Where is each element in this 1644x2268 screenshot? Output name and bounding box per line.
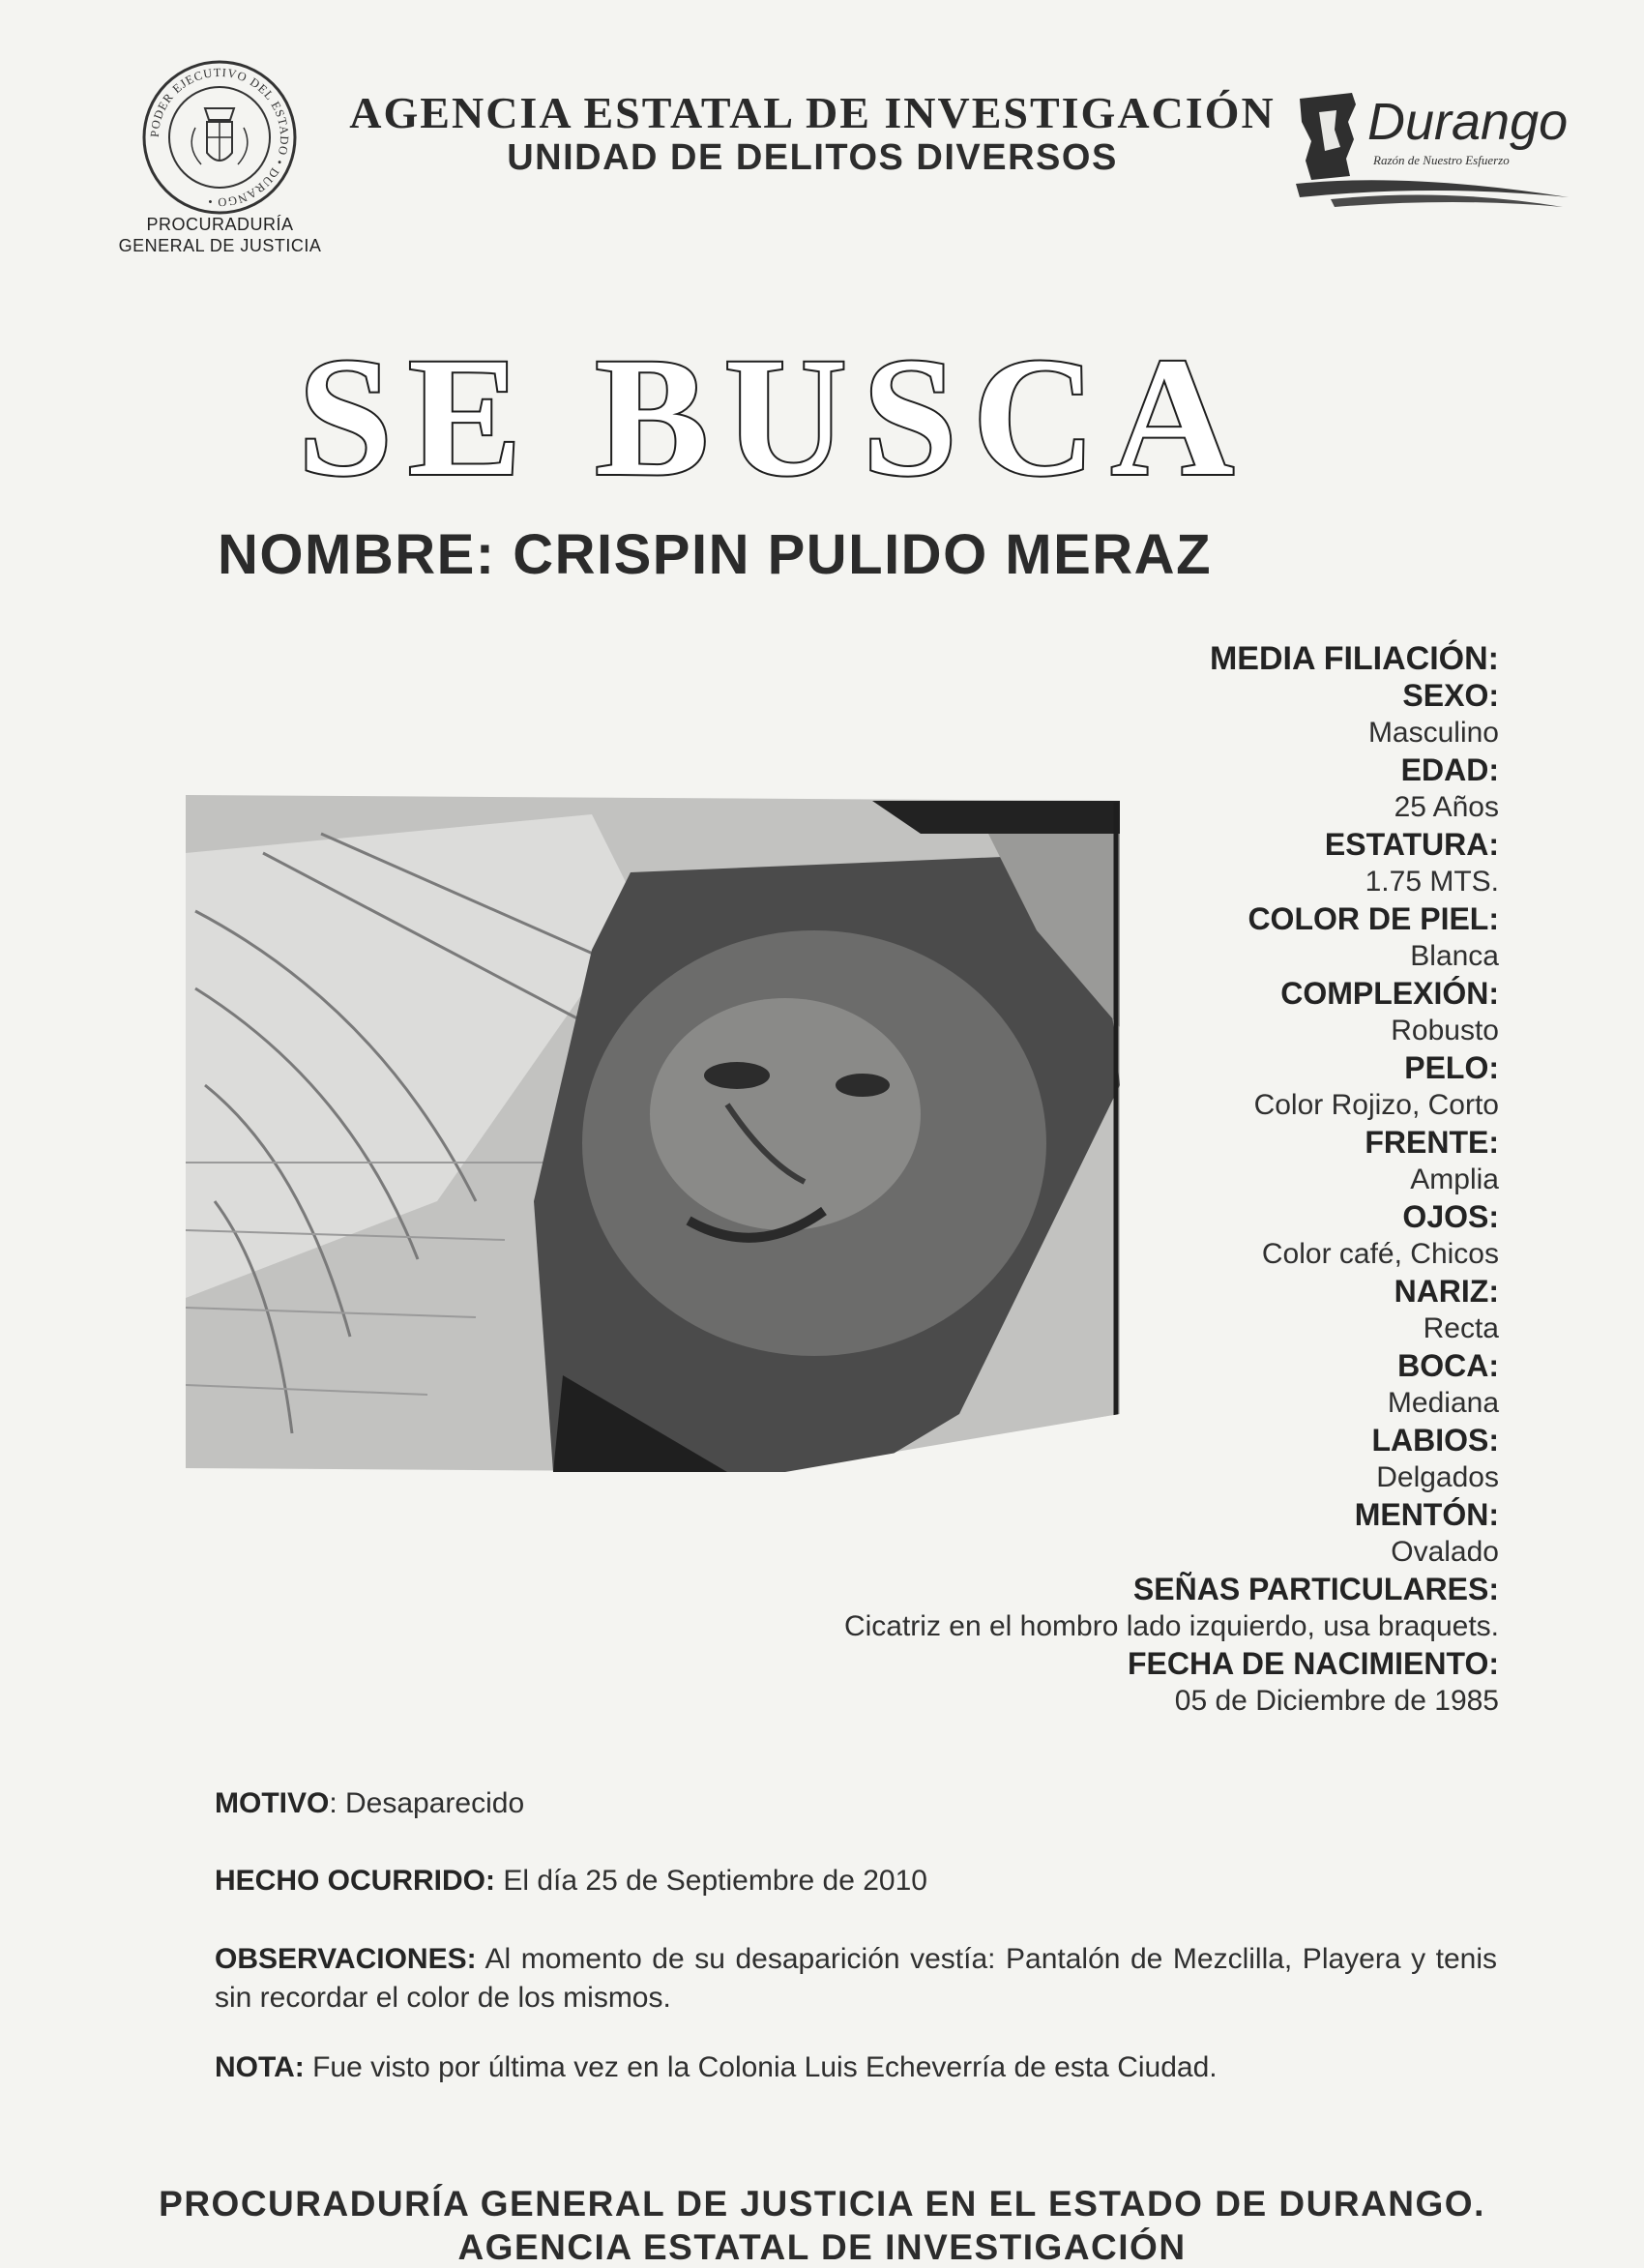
ojos-label: OJOS:	[1402, 1199, 1499, 1234]
unit-title: UNIDAD DE DELITOS DIVERSOS	[507, 137, 1118, 178]
nota-label: NOTA:	[215, 2051, 305, 2083]
senas-particulares-label: SEÑAS PARTICULARES:	[1132, 1572, 1499, 1606]
fecha-nacimiento-value: 05 de Diciembre de 1985	[1174, 1685, 1499, 1717]
edad-label: EDAD:	[1400, 752, 1499, 787]
seal-caption-line1: PROCURADURÍA	[146, 215, 294, 234]
senas-particulares-value: Cicatriz en el hombro lado izquierdo, usa braquets.	[843, 1610, 1499, 1642]
agency-title: AGENCIA ESTATAL DE INVESTIGACIÓN	[349, 88, 1276, 137]
seal-caption-line2: GENERAL DE JUSTICIA	[118, 236, 322, 255]
observaciones-label: OBSERVACIONES:	[215, 1943, 477, 1975]
footer-line-1: PROCURADURÍA GENERAL DE JUSTICIA EN EL ESTADO DE DURANGO.	[159, 2184, 1485, 2224]
complexion-label: COMPLEXIÓN:	[1280, 976, 1499, 1011]
sexo-label: SEXO:	[1402, 678, 1499, 713]
state-seal-icon	[137, 60, 302, 215]
nota-line	[215, 2048, 1497, 2087]
edad-value: 25 Años	[1394, 791, 1499, 823]
logo-wordmark: Durango	[1367, 93, 1569, 151]
labios-value: Delgados	[1376, 1461, 1499, 1493]
boca-value: Mediana	[1387, 1387, 1499, 1419]
pelo-label: PELO:	[1404, 1050, 1499, 1085]
seal-caption	[87, 214, 353, 256]
se-busca-title	[242, 309, 1306, 513]
filiacion-heading: MEDIA FILIACIÓN:	[1209, 640, 1499, 677]
footer-line-2: AGENCIA ESTATAL DE INVESTIGACIÓN	[457, 2227, 1187, 2267]
nariz-value: Recta	[1423, 1312, 1499, 1344]
motivo-label: MOTIVO	[215, 1787, 330, 1819]
estatura-value: 1.75 MTS.	[1365, 866, 1499, 898]
wanted-person-name: NOMBRE: CRISPIN PULIDO MERAZ	[218, 523, 1212, 586]
observaciones-paragraph	[215, 1940, 1497, 2018]
logo-slogan: Razón de Nuestro Esfuerzo	[1373, 153, 1510, 167]
color-de-piel-label: COLOR DE PIEL:	[1248, 901, 1499, 936]
ojos-value: Color café, Chicos	[1261, 1238, 1499, 1270]
physical-description-list	[629, 640, 1499, 1720]
estatura-label: ESTATURA:	[1324, 827, 1499, 862]
nota-value: Fue visto por última vez en la Colonia Luis Echeverría de esta Ciudad.	[304, 2051, 1218, 2083]
motivo-value: : Desaparecido	[329, 1787, 525, 1819]
seal-ring-text: PODER EJECUTIVO DEL ESTADO • DURANGO •	[147, 65, 292, 210]
boca-label: BOCA:	[1397, 1348, 1499, 1383]
sexo-value: Masculino	[1367, 717, 1499, 749]
menton-label: MENTÓN:	[1354, 1497, 1499, 1532]
color-de-piel-value: Blanca	[1410, 940, 1499, 972]
hecho-ocurrido-value: El día 25 de Septiembre de 2010	[495, 1865, 927, 1897]
durango-state-logo-icon	[1292, 83, 1572, 209]
motivo-line	[215, 1784, 1497, 1823]
observaciones-value: Al momento de su desaparición vestía: Pantalón de Mezclilla, Playera y tenis sin recordar el color de los mismos.	[215, 1943, 1497, 2014]
nariz-label: NARIZ:	[1394, 1274, 1499, 1309]
se-busca-text: SE BUSCA	[298, 323, 1249, 512]
labios-label: LABIOS:	[1371, 1423, 1499, 1458]
frente-value: Amplia	[1410, 1163, 1499, 1195]
frente-label: FRENTE:	[1365, 1125, 1499, 1160]
hecho-ocurrido-line	[215, 1862, 1497, 1900]
pelo-value: Color Rojizo, Corto	[1253, 1089, 1499, 1121]
fecha-nacimiento-label: FECHA DE NACIMIENTO:	[1128, 1646, 1499, 1681]
complexion-value: Robusto	[1391, 1015, 1499, 1046]
hecho-ocurrido-label: HECHO OCURRIDO:	[215, 1865, 495, 1897]
menton-value: Ovalado	[1391, 1536, 1499, 1568]
